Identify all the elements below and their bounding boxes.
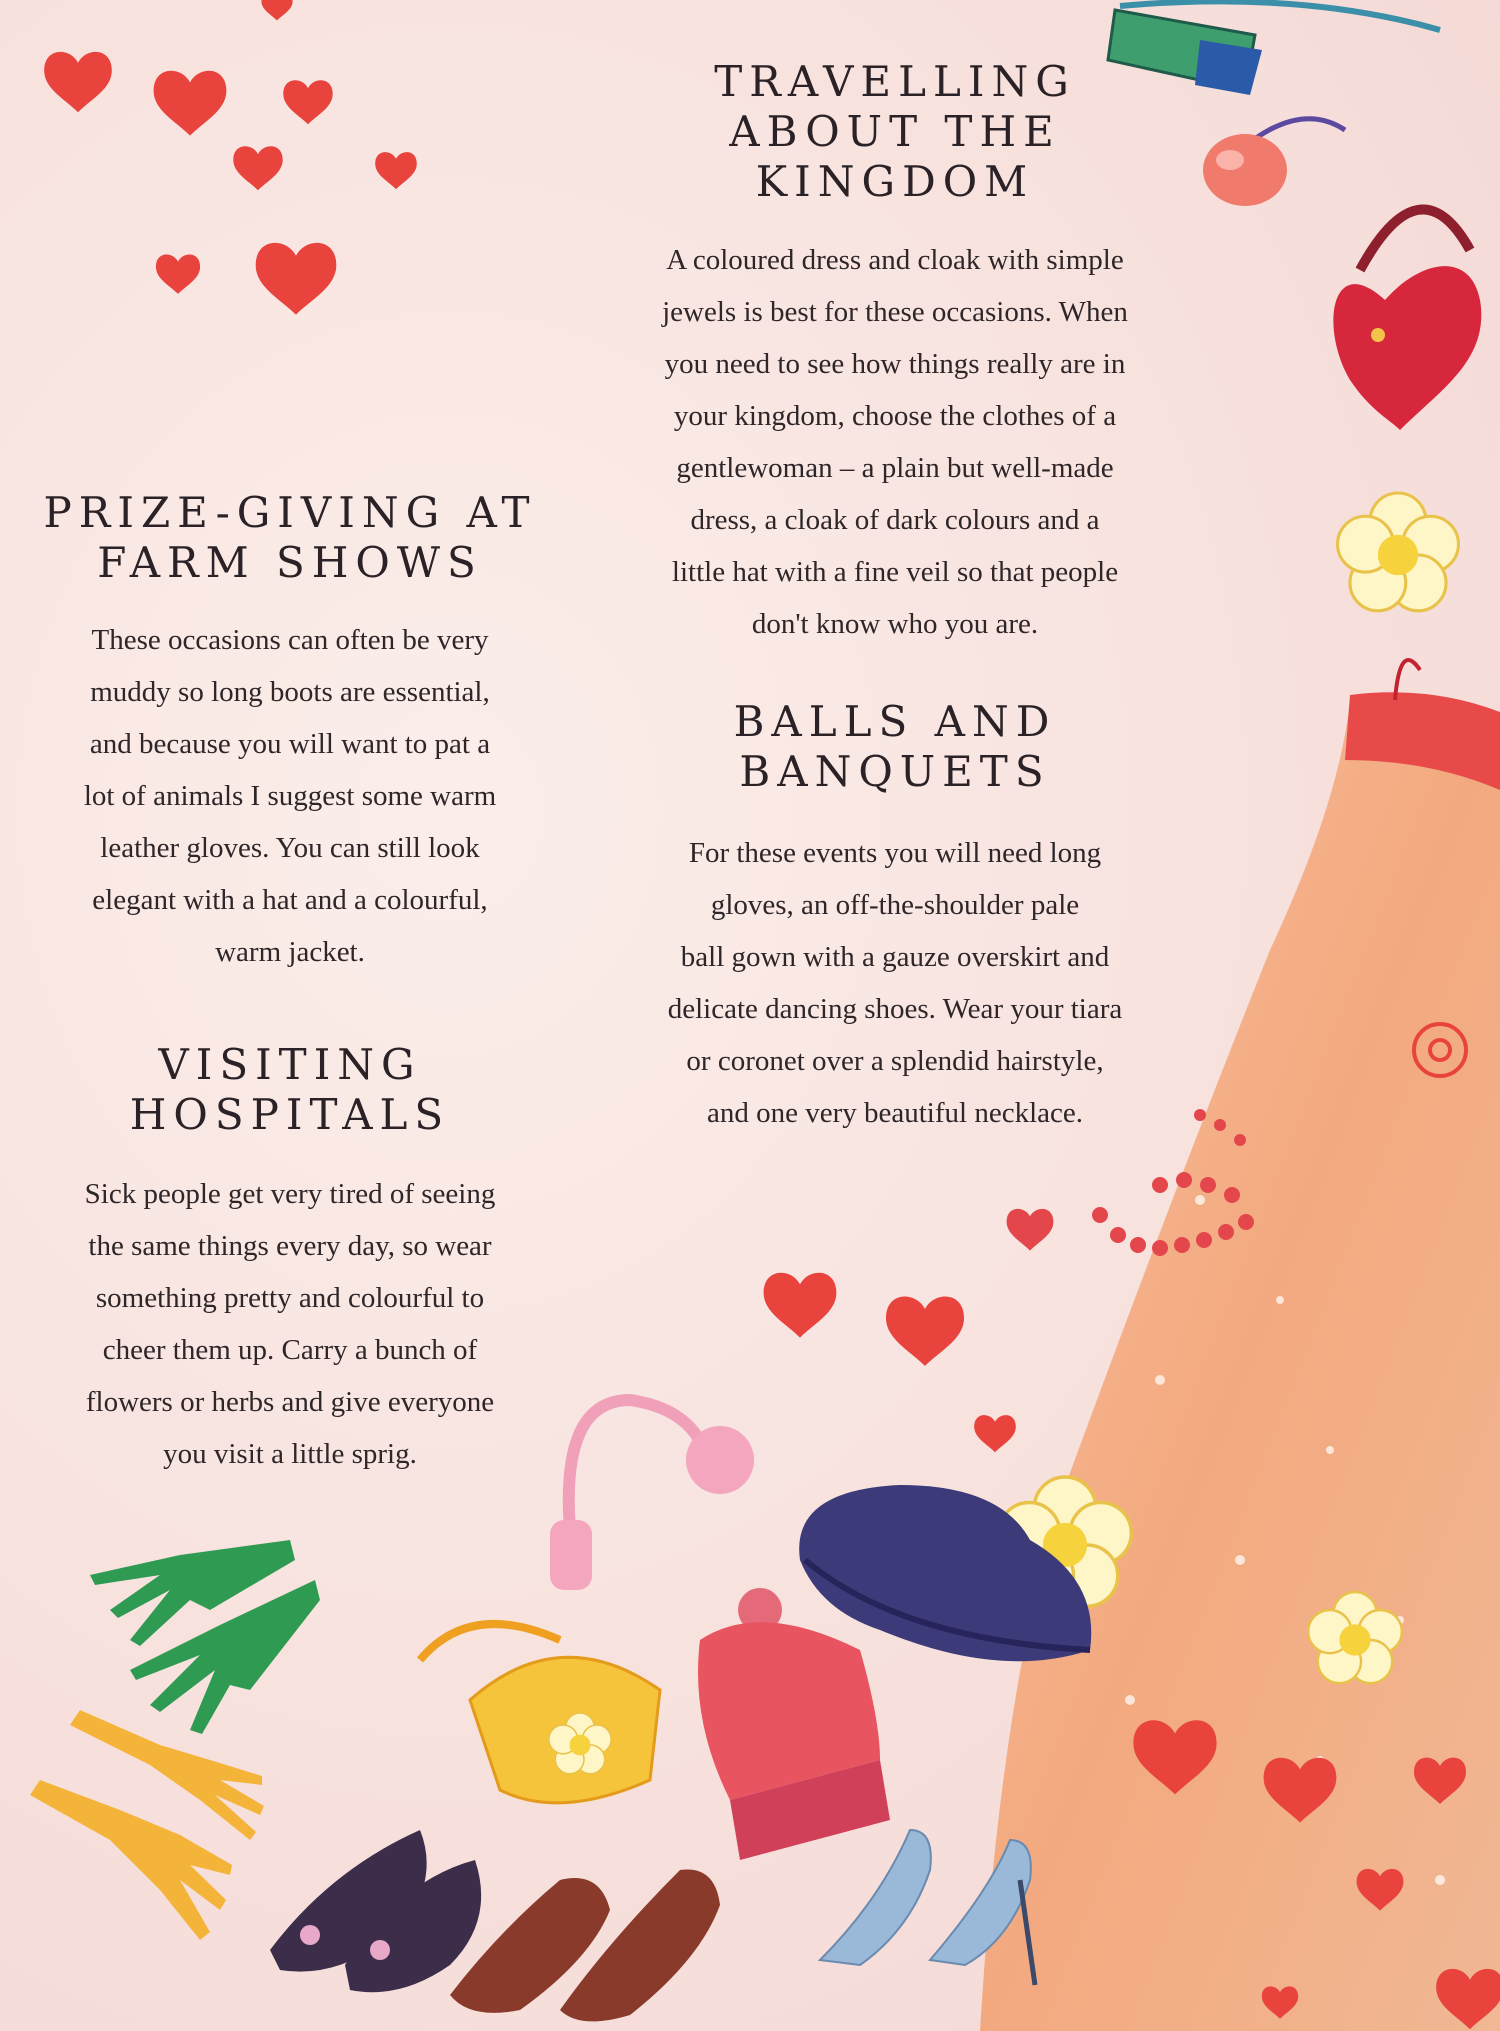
body-line: your kingdom, choose the clothes of a: [673, 400, 1117, 432]
body-line: and because you will want to pat a: [89, 728, 491, 760]
body-line: and one very beautiful necklace.: [706, 1097, 1083, 1129]
heading-line: TRAVELLING: [714, 57, 1076, 106]
section-heading: [610, 697, 1180, 797]
heart-icon: [764, 1273, 1016, 1453]
gloves-icon: [30, 1710, 264, 1940]
handbag-icon: [420, 1624, 660, 1803]
section-body: [30, 614, 550, 978]
body-line: flowers or herbs and give everyone: [85, 1386, 495, 1418]
body-line: dress, a cloak of dark colours and a: [690, 504, 1100, 536]
body-line: you need to see how things really are in: [664, 348, 1126, 380]
woolly-hat-icon: [698, 1588, 890, 1860]
body-line: cheer them up. Carry a bunch of: [102, 1334, 478, 1366]
body-line: delicate dancing shoes. Wear your tiara: [667, 993, 1123, 1025]
heading-line: BANQUETS: [739, 747, 1051, 796]
flower-icon: [1338, 493, 1459, 611]
heading-line: KINGDOM: [755, 157, 1035, 206]
body-line: gloves, an off-the-shoulder pale: [710, 889, 1080, 921]
body-line: something pretty and colourful to: [95, 1282, 485, 1314]
section-hospitals: [30, 1040, 550, 1480]
heading-line: FARM SHOWS: [97, 538, 483, 587]
heading-line: BALLS AND: [733, 697, 1057, 746]
body-line: the same things every day, so wear: [88, 1230, 492, 1262]
body-line: or coronet over a splendid hairstyle,: [686, 1045, 1104, 1077]
body-line: elegant with a hat and a colourful,: [92, 884, 488, 916]
handbag-icon: [1333, 210, 1481, 431]
body-line: jewels is best for these occasions. When: [662, 296, 1128, 328]
body-line: For these events you will need long: [688, 837, 1102, 869]
heart-icon: [44, 0, 417, 315]
body-line: little hat with a fine veil so that people: [671, 556, 1119, 588]
section-body: [610, 827, 1180, 1139]
section-heading: [610, 57, 1180, 207]
body-line: ball gown with a gauze overskirt and: [680, 941, 1110, 973]
section-prize-giving: [30, 488, 550, 978]
heading-line: VISITING: [158, 1040, 422, 1089]
body-line: A coloured dress and cloak with simple: [666, 244, 1124, 276]
section-heading: [30, 488, 550, 588]
body-line: leather gloves. You can still look: [100, 832, 480, 864]
body-line: don't know who you are.: [751, 608, 1039, 640]
shoes-icon: [270, 1830, 481, 1992]
section-heading: [30, 1040, 550, 1140]
shoes-icon: [450, 1869, 720, 2021]
section-travelling: [610, 57, 1180, 650]
heading-line: ABOUT THE: [729, 107, 1061, 156]
body-line: These occasions can often be very: [91, 624, 489, 656]
body-line: muddy so long boots are essential,: [90, 676, 490, 708]
section-balls: [610, 697, 1180, 1139]
heading-line: PRIZE-GIVING AT: [43, 488, 537, 537]
section-body: [30, 1168, 550, 1480]
body-line: gentlewoman – a plain but well-made: [676, 452, 1114, 484]
gloves-icon: [90, 1540, 320, 1734]
section-body: [610, 234, 1180, 650]
heading-line: HOSPITALS: [129, 1090, 451, 1139]
body-line: lot of animals I suggest some warm: [83, 780, 497, 812]
purse-icon: [1203, 119, 1345, 206]
earmuffs-icon: [550, 1400, 754, 1590]
body-line: warm jacket.: [215, 936, 365, 968]
body-line: Sick people get very tired of seeing: [84, 1178, 496, 1210]
body-line: you visit a little sprig.: [163, 1438, 417, 1470]
